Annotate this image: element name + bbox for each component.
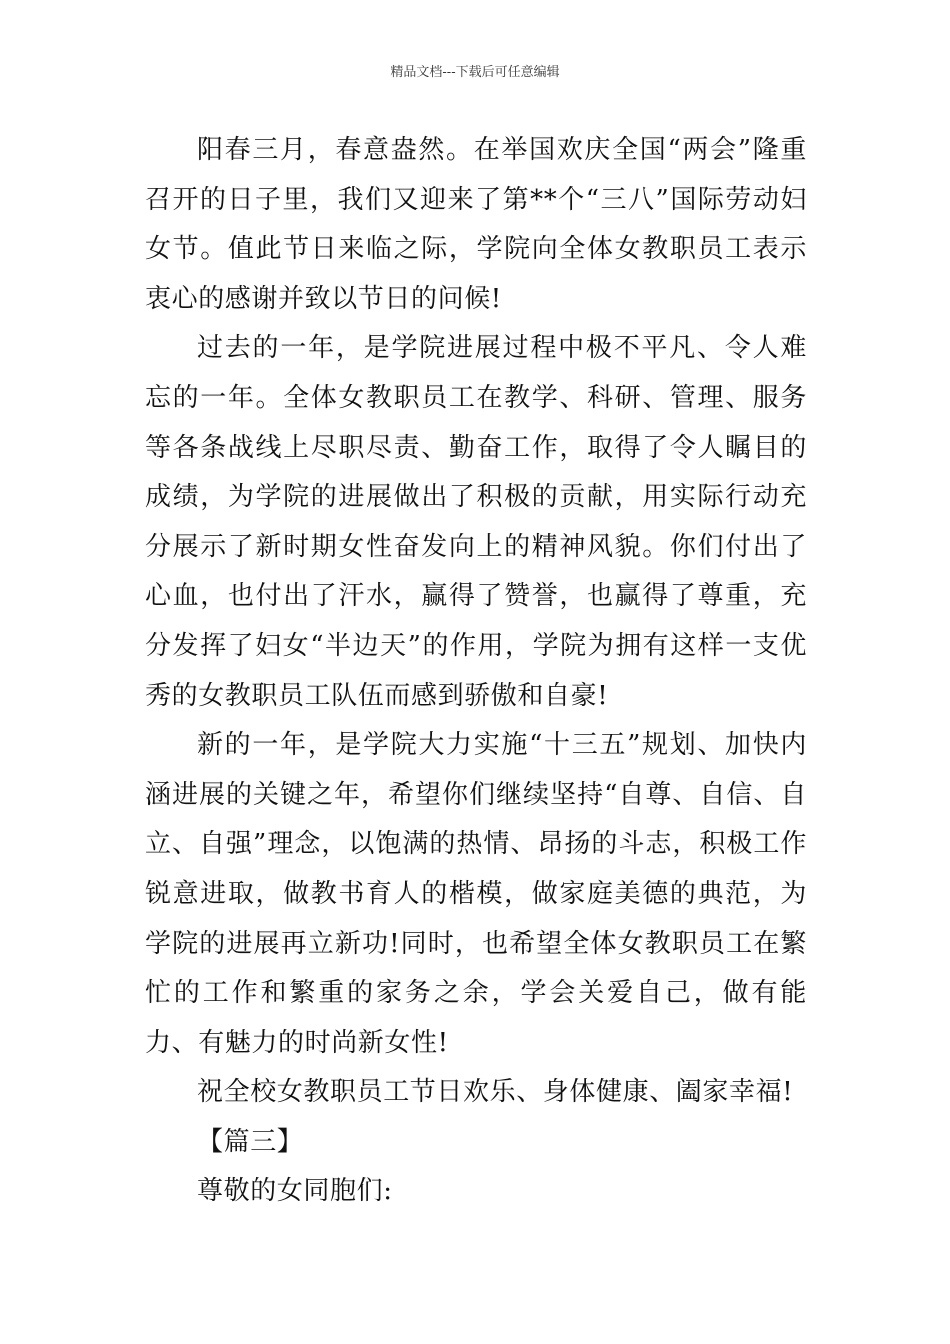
salutation: 尊敬的女同胞们: xyxy=(197,1176,393,1207)
paragraph-3: 新的一年，是学院大力实施“十三五”规划、加快内涵进展的关键之年，希望你们继续坚持“自尊、自信、自立、自强”理念，以饱满的热情、昂扬的斗志，积极工作锐意进取，做教书育人的楷模，做家庭美德的典范，为学院的进展再立新功!同时，也希望全体女教职员工在繁忙的工作和繁重的家务之余，学会关爱自己，做有能力、有魅力的时尚新女性! xyxy=(145,730,807,1058)
closing-line: 祝全校女教职员工节日欢乐、身体健康、阖家幸福! xyxy=(197,1077,794,1108)
section-heading: 【篇三】 xyxy=(197,1126,304,1157)
page-header: 精品文档---下载后可任意编辑 xyxy=(390,65,560,80)
document-body xyxy=(145,126,807,1217)
paragraph-2: 过去的一年，是学院进展过程中极不平凡、令人难忘的一年。全体女教职员工在教学、科研、管理、服务等各条战线上尽职尽责、勤奋工作，取得了令人瞩目的成绩，为学院的进展做出了积极的贡献，用实际行动充分展示了新时期女性奋发向上的精神风貌。你们付出了心血，也付出了汗水，赢得了赞誉，也赢得了尊重，充分发挥了妇女“半边天”的作用，学院为拥有这样一支优秀的女教职员工队伍而感到骄傲和自豪! xyxy=(145,333,807,711)
paragraph-1: 阳春三月，春意盎然。在举国欢庆全国“两会”隆重召开的日子里，我们又迎来了第**个“三八”国际劳动妇女节。值此节日来临之际，学院向全体女教职员工表示衷心的感谢并致以节日的问候! xyxy=(145,135,807,314)
